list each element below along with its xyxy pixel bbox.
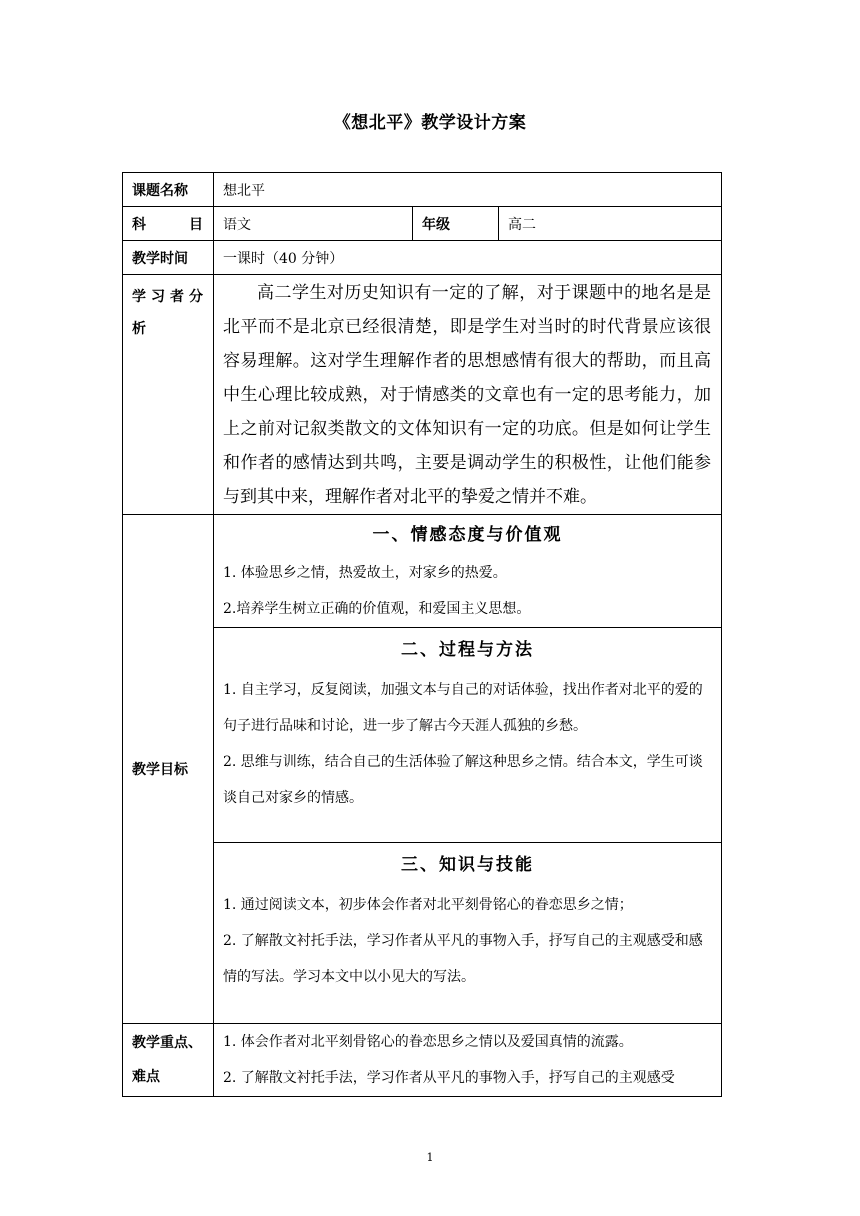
goal-item: 2. 了解散文衬托手法，学习作者从平凡的事物入手，抒写自己的主观感受和感情的写法。学习本文中以小见大的写法。 — [223, 933, 703, 985]
analysis-text: 高二学生对历史知识有一定的了解，对于课题中的地名是是北平而不是北京已经很清楚，即是学生对当时的时代背景应该很容易理解。这对学生理解作者的思想感情有很大的帮助，而且高中生心理比较成熟，对于情感类的文章也有一定的思考能力，加上之前对记叙类散文的文体知识有一定的功底。但是如何让学生和作者的感情达到共鸣，主要是调动学生的积极性，让他们能参与到其中来，理解作者对北平的挚爱之情并不难。 — [223, 283, 712, 507]
goal-heading: 一、情感态度与价值观 — [372, 525, 563, 545]
goal-item: 2.培养学生树立正确的价值观，和爱国主义思想。 — [223, 601, 531, 617]
row-analysis — [123, 275, 722, 515]
goals-label: 教学目标 — [123, 515, 214, 1024]
row-time — [123, 241, 722, 275]
topic-label: 课题名称 — [123, 173, 214, 207]
goal-heading: 三、知识与技能 — [401, 855, 534, 875]
grade-value: 高二 — [499, 207, 722, 241]
lesson-plan-table — [122, 172, 722, 1097]
analysis-label: 学 习 者 分 析 — [123, 275, 214, 515]
goal-item: 2. 思维与训练，结合自己的生活体验了解这种思乡之情。结合本文，学生可谈谈自己对家乡的情感。 — [223, 754, 703, 806]
keypoint-item: 2. 了解散文衬托手法，学习作者从平凡的事物入手，抒写自己的主观感受 — [223, 1070, 675, 1086]
goal-item: 1. 自主学习，反复阅读，加强文本与自己的对话体验，找出作者对北平的爱的句子进行品味和讨论，进一步了解古今天涯人孤独的乡愁。 — [223, 682, 703, 734]
row-goals — [123, 515, 722, 1024]
analysis-cell — [214, 275, 722, 515]
goal-item: 1. 通过阅读文本，初步体会作者对北平刻骨铭心的眷恋思乡之情； — [223, 897, 633, 913]
keypoint-item: 1. 体会作者对北平刻骨铭心的眷恋思乡之情以及爱国真情的流露。 — [223, 1034, 633, 1050]
document-title: 《想北平》教学设计方案 — [333, 113, 527, 133]
subject-value: 语文 — [214, 207, 413, 241]
page-number: 1 — [426, 1151, 434, 1164]
goals-cell — [214, 515, 722, 1024]
goal-item: 1. 体验思乡之情，热爱故土，对家乡的热爱。 — [223, 565, 507, 581]
subject-label: 科 目 — [123, 207, 214, 241]
keypoints-label: 教学重点、 难点 — [123, 1024, 214, 1097]
topic-value: 想北平 — [214, 173, 722, 207]
time-value: 一课时（40 分钟） — [214, 241, 722, 275]
goal-section-knowledge — [214, 843, 721, 1023]
keypoints-cell — [214, 1024, 722, 1097]
grade-label: 年级 — [413, 207, 499, 241]
row-topic — [123, 173, 722, 207]
time-label: 教学时间 — [123, 241, 214, 275]
row-subject — [123, 207, 722, 241]
goal-section-process — [214, 628, 721, 843]
goal-heading: 二、过程与方法 — [401, 640, 534, 660]
row-keypoints — [123, 1024, 722, 1097]
goal-section-attitude — [214, 515, 721, 628]
